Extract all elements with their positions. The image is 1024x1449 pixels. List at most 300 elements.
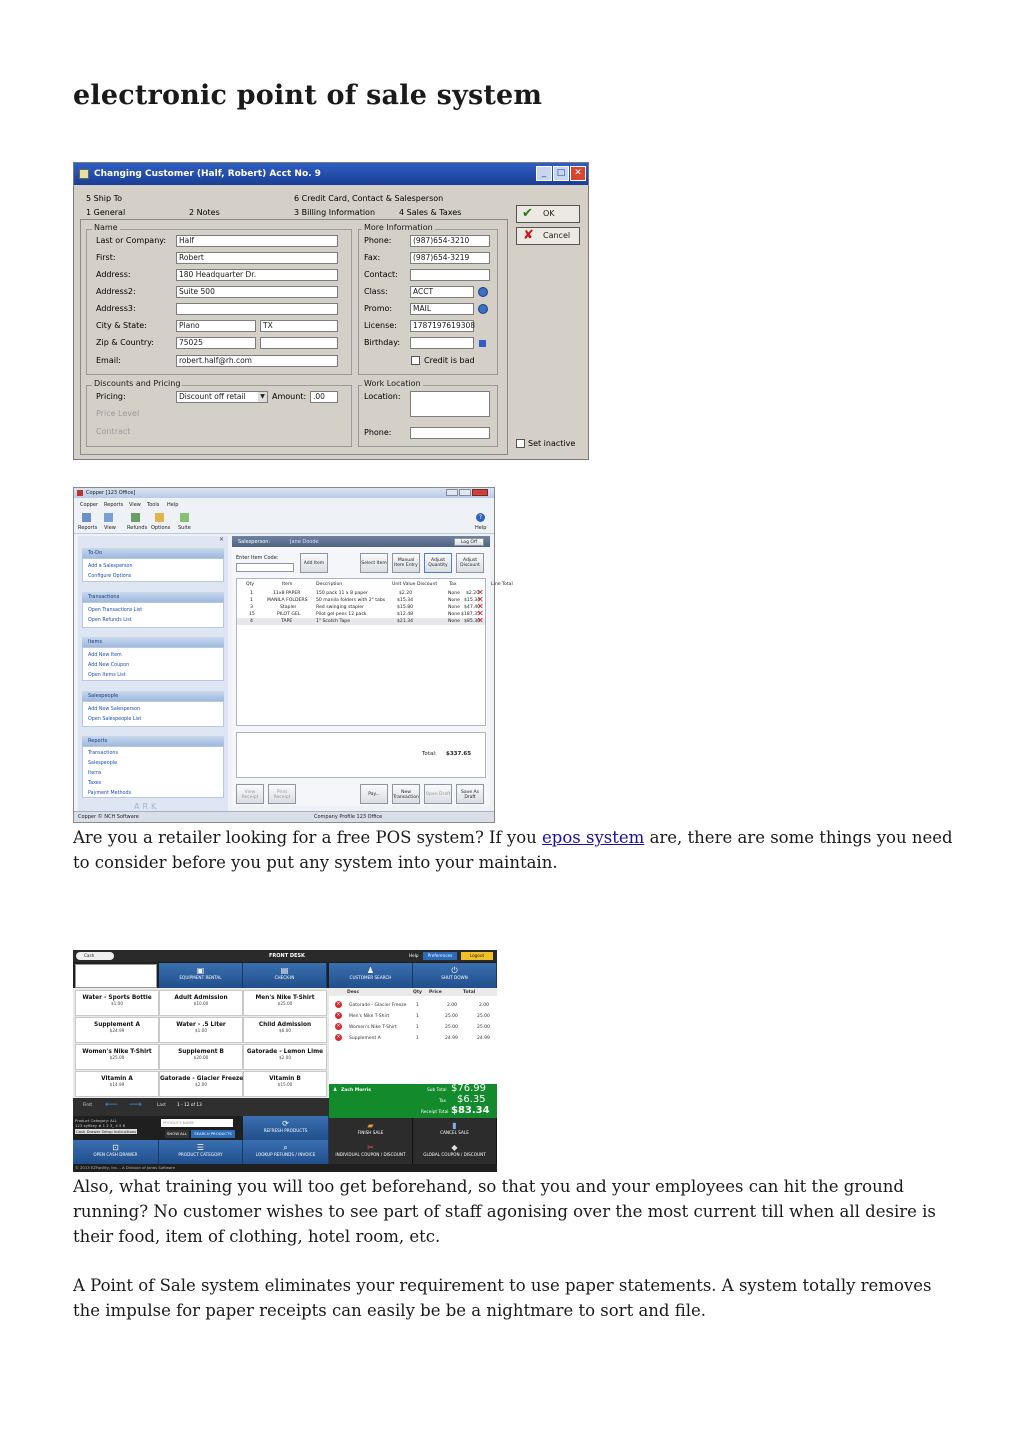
subtotal-value: $76.99 xyxy=(451,1083,486,1094)
menu-tools[interactable]: Tools xyxy=(147,502,160,508)
promo-input[interactable]: MAIL xyxy=(410,303,474,315)
total-label: Total: xyxy=(422,751,437,757)
customer-search-label: CUSTOMER SEARCH xyxy=(349,975,392,980)
maximize-icon[interactable]: □ xyxy=(553,166,569,181)
cash-registers-button[interactable] xyxy=(76,952,114,960)
customer-icon: ♟ xyxy=(366,966,375,975)
product-price: $1.00 xyxy=(111,1001,123,1006)
options-icon[interactable] xyxy=(155,513,164,522)
check-in-button[interactable] xyxy=(243,963,327,988)
shut-down-button[interactable] xyxy=(413,963,497,988)
tab-sales-taxes[interactable]: 4 Sales & Taxes xyxy=(399,208,462,217)
help-icon[interactable]: ? xyxy=(476,513,485,522)
work-phone-input[interactable] xyxy=(410,427,490,439)
x-icon: ✘ xyxy=(523,228,534,243)
toolbar-reports[interactable]: Reports xyxy=(78,525,98,531)
product-name: Vitamin B xyxy=(269,1076,301,1082)
toolbar-help[interactable]: Help xyxy=(475,525,487,531)
toolbar-options[interactable]: Options xyxy=(151,525,171,531)
refresh-products-button[interactable] xyxy=(243,1116,329,1140)
field-label: Class: xyxy=(364,287,388,296)
toolbar-view[interactable]: View xyxy=(104,525,116,531)
product-tile[interactable] xyxy=(243,1071,327,1097)
product-tile[interactable] xyxy=(159,1071,243,1097)
link-report-transactions[interactable]: Transactions xyxy=(88,751,118,756)
cell-line-total: $85.36 xyxy=(464,619,481,624)
cell-item: TAPE xyxy=(281,619,293,624)
section-todo[interactable]: To-Do xyxy=(82,548,224,558)
product-price: $2.00 xyxy=(279,1055,291,1060)
individual-coupon-button[interactable] xyxy=(329,1140,413,1164)
more-info-group xyxy=(358,229,498,375)
location-input[interactable] xyxy=(410,391,490,417)
preferences-button[interactable]: Preferences xyxy=(423,952,457,960)
cell-tax: None xyxy=(448,612,460,617)
logout-button[interactable]: Logout xyxy=(461,952,493,960)
pager-range: 1 - 12 of 13 xyxy=(177,1103,202,1108)
country-input[interactable] xyxy=(260,337,338,349)
cell-item: 11x8 PAPER xyxy=(273,591,301,596)
total-value: $337.65 xyxy=(446,751,472,757)
lookup-icon[interactable] xyxy=(478,287,488,297)
enter-item-label: Enter Item Code: xyxy=(236,555,279,561)
reports-icon[interactable] xyxy=(82,513,91,522)
category-icon: ☰ xyxy=(196,1143,205,1152)
field-label: Email: xyxy=(96,356,121,365)
address3-input[interactable] xyxy=(176,303,338,315)
work-phone-label: Phone: xyxy=(364,428,392,437)
transactions-panel xyxy=(82,602,224,628)
section-items[interactable]: Items xyxy=(82,637,224,647)
maximize-icon[interactable] xyxy=(459,489,471,496)
cell-description: 50 manila folders with 2" tabs xyxy=(316,598,386,603)
refunds-icon[interactable] xyxy=(131,513,140,522)
adjust-discount-button[interactable]: Adjust Discount xyxy=(456,553,484,573)
link-add-coupon[interactable]: Add New Coupon xyxy=(88,663,130,668)
order-qty: 1 xyxy=(416,1003,419,1008)
salesperson-label: Salesperson: xyxy=(238,539,271,545)
window-controls[interactable] xyxy=(446,489,490,496)
paragraph-1-after: are, there are some things you need to consider before you put any system into your maintain. xyxy=(73,828,953,872)
link-open-salespeople[interactable]: Open Salespeople List xyxy=(88,717,142,722)
equipment-rental-label: EQUIPMENT RENTAL xyxy=(179,975,222,980)
name-group xyxy=(86,229,352,375)
product-category-label: PRODUCT CATEGORY xyxy=(178,1152,223,1157)
top-help[interactable]: Help xyxy=(409,953,419,958)
col-description: Description xyxy=(316,582,343,587)
customer-name: Zach Morris xyxy=(341,1088,371,1093)
cancel-button[interactable] xyxy=(516,227,580,245)
order-price: 2.00 xyxy=(447,1003,458,1008)
product-price: $10.00 xyxy=(193,1001,209,1006)
lookup-icon[interactable] xyxy=(478,304,488,314)
pricing-select[interactable]: Discount off retail xyxy=(176,391,268,403)
finish-sale-button[interactable] xyxy=(329,1118,413,1140)
ok-button[interactable] xyxy=(516,205,580,223)
remove-item-icon[interactable]: ✕ xyxy=(477,602,484,611)
menu-copper[interactable]: Copper xyxy=(80,502,99,508)
link-configure-options[interactable]: Configure Options xyxy=(88,574,132,579)
cell-description: Red swinging stapler xyxy=(316,605,364,610)
product-name: Supplement B xyxy=(178,1049,224,1055)
cell-tax: None xyxy=(448,619,460,624)
search-icon: ⌕ xyxy=(283,1143,288,1152)
location-label: Location: xyxy=(364,392,401,401)
col-price: Price xyxy=(429,990,442,995)
sidebar-close-icon[interactable]: ✕ xyxy=(219,536,225,543)
product-tile[interactable] xyxy=(243,990,327,1016)
license-input[interactable]: 1787197619308 xyxy=(410,320,474,332)
cell-item: PILOT GEL xyxy=(277,612,301,617)
customer-dialog-screenshot xyxy=(73,162,589,460)
amount-input[interactable]: .00 xyxy=(310,391,338,403)
global-coupon-label: GLOBAL COUPON / DISCOUNT xyxy=(423,1152,486,1157)
cell-tax: None xyxy=(448,591,460,596)
tab-ship-to[interactable]: 5 Ship To xyxy=(86,194,123,203)
product-tile[interactable] xyxy=(159,1017,243,1043)
amount-label: Amount: xyxy=(272,392,307,401)
col-desc: Desc xyxy=(347,990,360,995)
product-price: $25.00 xyxy=(109,1055,125,1060)
address2-input[interactable]: Suite 500 xyxy=(176,286,338,298)
product-name: Gatorade - Glacier Freeze xyxy=(160,1076,244,1082)
name-group-label: Name xyxy=(94,223,118,232)
product-tile[interactable] xyxy=(75,1044,159,1070)
shut-down-label: SHUT DOWN xyxy=(441,975,468,980)
link-add-item[interactable]: Add New Item xyxy=(88,653,122,658)
cell-line-total: $2.20 xyxy=(466,591,480,596)
pricing-label: Pricing: xyxy=(96,392,126,401)
remove-icon[interactable]: × xyxy=(336,1023,341,1029)
cancel-sale-button[interactable] xyxy=(413,1118,497,1140)
product-category-button[interactable] xyxy=(159,1140,243,1164)
remove-item-icon[interactable]: ✕ xyxy=(477,595,484,604)
view-receipt-button[interactable]: View Receipt xyxy=(236,784,264,804)
lookup-refunds-label: LOOKUP REFUNDS / INVOICE xyxy=(255,1152,316,1157)
product-name: Vitamin A xyxy=(101,1076,133,1082)
field-label: Promo: xyxy=(364,304,393,313)
cell-description: Pilot gel pens 12 pack xyxy=(316,612,367,617)
more-info-label: More Information xyxy=(364,223,433,232)
product-price: $25.00 xyxy=(277,1001,293,1006)
product-price: $2.00 xyxy=(195,1082,207,1087)
link-report-items[interactable]: Items xyxy=(88,771,102,776)
link-report-salespeople[interactable]: Salespeople xyxy=(88,761,118,766)
status-right: Company Profile 123 Office xyxy=(314,814,383,820)
menu-reports[interactable]: Reports xyxy=(104,502,124,508)
customer-icon: ♟ xyxy=(333,1087,338,1093)
product-search-input[interactable]: PRODUCT NAME xyxy=(161,1119,233,1127)
remove-item-icon[interactable]: ✕ xyxy=(477,609,484,618)
paragraph-2: Also, what training you will too get beforehand, so that you and your employees can hit the ground running? No customer wishes to see part of staff agonising over the most current till when all desire is their food, item of clothing, hotel room, etc. xyxy=(73,1177,936,1246)
product-name: Gatorade - Lemon Lime xyxy=(246,1049,324,1055)
section-transactions[interactable]: Transactions xyxy=(82,592,224,602)
tab-billing[interactable]: 3 Billing Information xyxy=(294,208,376,217)
email-field[interactable]: robert.half@rh.com xyxy=(176,355,338,367)
toolbar-suite[interactable]: Suite xyxy=(178,525,191,531)
discounts-label: Discounts and Pricing xyxy=(94,379,181,388)
cell-qty: 1 xyxy=(250,591,253,596)
product-price: $24.99 xyxy=(109,1028,125,1033)
check-in-icon: ▤ xyxy=(280,966,289,975)
order-price: 24.99 xyxy=(445,1036,458,1041)
order-total: 2.00 xyxy=(479,1003,490,1008)
cell-tax: None xyxy=(448,605,460,610)
product-tile[interactable] xyxy=(75,990,159,1016)
salesperson-bar xyxy=(232,536,490,547)
front-desk-screenshot xyxy=(73,950,497,1172)
menu-view[interactable]: View xyxy=(129,502,141,508)
menu-help[interactable]: Help xyxy=(167,502,179,508)
remove-item-icon[interactable]: ✕ xyxy=(477,588,484,597)
cell-unit-value: $15.80 xyxy=(397,605,414,610)
receipt-total-label: Receipt Total xyxy=(421,1110,449,1115)
field-label: Zip & Country: xyxy=(96,338,154,347)
tab-notes[interactable]: 2 Notes xyxy=(189,208,220,217)
link-add-salesperson[interactable]: Add a Salesperson xyxy=(88,564,133,569)
manual-entry-button[interactable]: Manual Item Entry xyxy=(392,553,420,573)
link-open-refunds[interactable]: Open Refunds List xyxy=(88,618,132,623)
field-label: Address3: xyxy=(96,304,136,313)
close-icon[interactable]: ✕ xyxy=(570,166,586,181)
copper-titlebar xyxy=(74,488,494,498)
field-label: Phone: xyxy=(364,236,392,245)
link-open-transactions[interactable]: Open Transactions List xyxy=(88,608,143,613)
cash-drawer-note[interactable]: Cash Drawer Setup Instructions xyxy=(76,1129,137,1134)
search-products-button[interactable]: SEARCH PRODUCTS xyxy=(191,1130,235,1138)
logoff-button[interactable]: Log Off xyxy=(454,538,484,546)
field-label: Address2: xyxy=(96,287,136,296)
ok-label: OK xyxy=(543,209,555,218)
order-total: 25.00 xyxy=(477,1025,490,1030)
page-title: electronic point of sale system xyxy=(73,80,543,111)
minimize-icon[interactable] xyxy=(446,489,458,496)
fax-input[interactable]: (987)654-3219 xyxy=(410,252,490,264)
equipment-rental-button[interactable] xyxy=(159,963,243,988)
paragraph-3: A Point of Sale system eliminates your requirement to use paper statements. A system totally removes the impulse for paper receipts can easily be be a nightmare to sort and file. xyxy=(73,1276,932,1320)
remove-icon[interactable]: × xyxy=(336,1001,341,1007)
product-price: $1.00 xyxy=(195,1028,207,1033)
field-label: License: xyxy=(364,321,397,330)
close-icon[interactable] xyxy=(472,489,488,496)
product-tile[interactable] xyxy=(159,1044,243,1070)
tax-value: $6.35 xyxy=(457,1094,486,1105)
product-tile[interactable] xyxy=(159,990,243,1016)
search-box[interactable] xyxy=(75,964,157,988)
tag-icon: ◆ xyxy=(451,1143,458,1152)
remove-icon[interactable]: × xyxy=(336,1034,341,1040)
dialog-titlebar xyxy=(74,163,588,185)
cash-registers-label: Cash xyxy=(84,953,95,958)
open-cash-drawer-button[interactable] xyxy=(73,1140,159,1164)
info-line-1: Product Category: ALL xyxy=(75,1118,118,1123)
cell-description: 1" Scotch Tape xyxy=(316,619,351,624)
product-tile[interactable] xyxy=(243,1044,327,1070)
window-title: Copper [123 Office] xyxy=(86,490,136,496)
individual-coupon-label: INDIVIDUAL COUPON / DISCOUNT xyxy=(335,1152,406,1157)
toolbar xyxy=(74,510,494,534)
product-price: $14.99 xyxy=(109,1082,125,1087)
cell-unit-value: $2.20 xyxy=(399,591,413,596)
section-salespeople[interactable]: Salespeople xyxy=(82,691,224,701)
cancel-sale-label: CANCEL SALE xyxy=(440,1130,469,1135)
zip-input[interactable]: 75025 xyxy=(176,337,256,349)
adjust-quantity-button[interactable]: Adjust Quantity xyxy=(424,553,452,573)
show-all-button[interactable]: SHOW ALL xyxy=(166,1131,188,1136)
state-input[interactable]: TX xyxy=(260,320,338,332)
link-add-salesperson2[interactable]: Add New Salesperson xyxy=(88,707,141,712)
select-item-button[interactable]: Select Item xyxy=(360,553,388,573)
chevron-down-icon[interactable]: ▼ xyxy=(258,392,267,402)
pager-first[interactable]: First xyxy=(83,1103,93,1108)
add-item-button[interactable]: Add Item xyxy=(300,553,328,573)
cell-unit-value: $21.34 xyxy=(397,619,414,624)
order-desc: Gatorade - Glacier Freeze xyxy=(349,1003,407,1008)
save-draft-button[interactable]: Save As Draft xyxy=(456,784,484,804)
prev-arrow-icon[interactable]: ⟵ xyxy=(105,1100,118,1110)
product-name: Adult Admission xyxy=(174,995,228,1001)
status-left: Copper © NCH Software xyxy=(78,814,139,820)
trash-icon: ▮ xyxy=(452,1121,457,1130)
tab-credit-card[interactable]: 6 Credit Card, Contact & Salesperson xyxy=(294,194,444,203)
paragraph-1-before: Are you a retailer looking for a free POS system? If you xyxy=(73,828,543,847)
set-inactive-label: Set inactive xyxy=(528,439,576,448)
remove-item-icon[interactable]: ✕ xyxy=(477,616,484,625)
field-label: First: xyxy=(96,253,116,262)
cell-qty: 1 xyxy=(250,598,253,603)
minimize-icon[interactable]: _ xyxy=(536,166,552,181)
col-qty: Qty xyxy=(413,990,422,995)
cell-line-total: $15.34 xyxy=(464,598,481,603)
open-cash-drawer-label: OPEN CASH DRAWER xyxy=(93,1152,138,1157)
global-coupon-button[interactable] xyxy=(413,1140,497,1164)
customer-search-button[interactable] xyxy=(329,963,413,988)
birthday-input[interactable] xyxy=(410,337,474,349)
watermark: ARK xyxy=(134,802,160,811)
product-tile[interactable] xyxy=(243,1017,327,1043)
field-label: City & State: xyxy=(96,321,147,330)
order-desc: Women's Nike T-Shirt xyxy=(349,1025,397,1030)
product-tile[interactable] xyxy=(75,1017,159,1043)
copper-pos-screenshot xyxy=(73,487,513,823)
remove-icon[interactable]: × xyxy=(336,1012,341,1018)
cell-item: Stapler xyxy=(280,605,297,610)
cell-item: MANILA FOLDERS xyxy=(267,598,308,603)
col-tax: Tax xyxy=(449,582,457,587)
lookup-refunds-button[interactable] xyxy=(243,1140,329,1164)
last-company-input[interactable]: Half xyxy=(176,235,338,247)
new-transaction-button[interactable]: New Transaction xyxy=(392,784,420,804)
product-name: Supplement A xyxy=(94,1022,140,1028)
link-open-items[interactable]: Open Items List xyxy=(88,673,126,678)
salesperson-value: Jane Doode xyxy=(290,539,319,545)
info-line-2: 123 xyfilley # 1 2 3_ 4 5 6 xyxy=(75,1123,126,1128)
address-input[interactable]: 180 Headquarter Dr. xyxy=(176,269,338,281)
order-desc: Men's Nike T-Shirt xyxy=(349,1014,390,1019)
refresh-products-label: REFRESH PRODUCTS xyxy=(263,1128,308,1133)
calendar-icon[interactable] xyxy=(479,340,486,347)
credit-bad-label: Credit is bad xyxy=(424,356,475,365)
product-tile[interactable] xyxy=(75,1071,159,1097)
pager-last[interactable]: Last xyxy=(157,1103,166,1108)
field-label: Fax: xyxy=(364,253,381,262)
suite-icon[interactable] xyxy=(180,513,189,522)
print-receipt-button[interactable]: Print Receipt xyxy=(268,784,296,804)
toolbar-refunds[interactable]: Refunds xyxy=(127,525,148,531)
check-icon: ✔ xyxy=(522,206,533,221)
view-icon[interactable] xyxy=(104,513,113,522)
order-price: 25.00 xyxy=(445,1014,458,1019)
open-draft-button[interactable]: Open Draft xyxy=(424,784,452,804)
order-qty: 1 xyxy=(416,1036,419,1041)
product-price: $15.00 xyxy=(277,1082,293,1087)
product-price: $6.00 xyxy=(279,1028,291,1033)
menu-bar xyxy=(74,500,494,509)
refresh-icon: ⟳ xyxy=(282,1119,289,1128)
first-name-input[interactable]: Robert xyxy=(176,252,338,264)
epos-system-link[interactable]: epos system xyxy=(542,828,645,847)
pay-button[interactable]: Pay... xyxy=(360,784,388,804)
phone-input[interactable]: (987)654-3210 xyxy=(410,235,490,247)
power-icon: ⏻ xyxy=(451,966,458,975)
cell-qty: 3 xyxy=(250,605,253,610)
cell-description: 150 pack 11 x 8 paper xyxy=(316,591,368,596)
cell-unit-value: $15.34 xyxy=(397,598,414,603)
equipment-icon: ▣ xyxy=(196,966,205,975)
contact-input[interactable] xyxy=(410,269,490,281)
credit-bad-checkbox[interactable] xyxy=(411,356,420,365)
item-code-input[interactable] xyxy=(236,563,294,572)
tab-general[interactable]: 1 General xyxy=(86,208,126,217)
product-name: Child Admission xyxy=(258,1022,312,1028)
order-qty: 1 xyxy=(416,1025,419,1030)
cell-line-total: $187.35 xyxy=(461,612,480,617)
set-inactive-checkbox[interactable] xyxy=(516,439,525,448)
product-name: Men's Nike T-Shirt xyxy=(255,995,315,1001)
price-level-label: Price Level xyxy=(96,409,140,418)
field-label: Contact: xyxy=(364,270,398,279)
cell-qty: 15 xyxy=(249,612,255,617)
drawer-icon: ⊡ xyxy=(112,1143,119,1152)
paragraph-1 xyxy=(73,825,953,875)
link-report-taxes[interactable]: Taxes xyxy=(88,781,102,786)
col-line-total: Line Total xyxy=(491,582,513,587)
salespeople-panel xyxy=(82,701,224,727)
field-label: Last or Company: xyxy=(96,236,167,245)
copyright: © 2013 EZFacility, Inc. - A Division of Jonas Software xyxy=(75,1165,176,1170)
field-label: Birthday: xyxy=(364,338,401,347)
section-reports[interactable]: Reports xyxy=(82,736,224,746)
next-arrow-icon[interactable]: ⟶ xyxy=(129,1100,142,1110)
front-desk-title: FRONT DESK xyxy=(269,953,305,959)
product-name: Water - .5 Liter xyxy=(176,1022,226,1028)
col-total: Total xyxy=(463,990,476,995)
cell-tax: None xyxy=(448,598,460,603)
cell-qty: 4 xyxy=(250,619,253,624)
cell-unit-value: $12.48 xyxy=(397,612,414,617)
class-input[interactable]: ACCT xyxy=(410,286,474,298)
product-name: Women's Nike T-Shirt xyxy=(82,1049,152,1055)
city-input[interactable]: Plano xyxy=(176,320,256,332)
finish-icon: ▰ xyxy=(367,1121,374,1130)
tax-label: Tax xyxy=(439,1099,447,1104)
order-desc: Supplement A xyxy=(349,1036,381,1041)
col-qty: Qty xyxy=(246,582,255,587)
coupon-icon: ✂ xyxy=(367,1143,374,1152)
link-report-payment[interactable]: Payment Methods xyxy=(88,791,132,796)
order-total: 24.99 xyxy=(477,1036,490,1041)
product-price: $20.00 xyxy=(193,1055,209,1060)
